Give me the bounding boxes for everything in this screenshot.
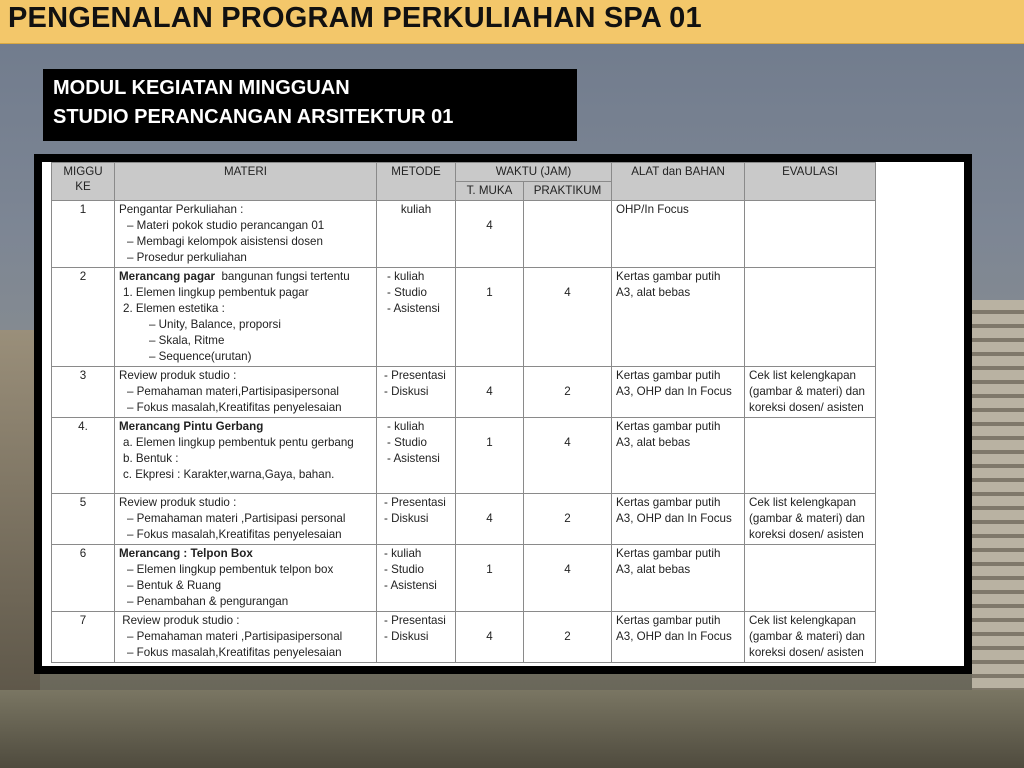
subtitle-line-2: STUDIO PERANCANGAN ARSITEKTUR 01 xyxy=(53,106,454,128)
praktikum-cell xyxy=(524,418,612,494)
week-cell: 5 xyxy=(52,494,115,545)
evaluasi-line: (gambar & materi) dan xyxy=(749,512,865,525)
metode-line: - Diskusi xyxy=(384,630,429,643)
weekly-schedule-table xyxy=(51,162,876,663)
metode-line: - Asistensi xyxy=(384,579,437,592)
metode-cell xyxy=(377,268,456,367)
materi-cell xyxy=(115,367,377,418)
alat-line: Kertas gambar putih xyxy=(616,547,721,560)
week-cell: 1 xyxy=(52,201,115,268)
materi-item: a. Elemen lingkup pembentuk pentu gerbang xyxy=(123,436,354,449)
week-cell: 3 xyxy=(52,367,115,418)
table-row xyxy=(52,494,876,545)
background-building-right xyxy=(972,300,1024,700)
evaluasi-line: (gambar & materi) dan xyxy=(749,630,865,643)
praktikum-value: 2 xyxy=(564,385,571,398)
tmuka-value: 1 xyxy=(486,436,493,449)
praktikum-value: 4 xyxy=(564,436,571,449)
evaluasi-line: Cek list kelengkapan xyxy=(749,496,856,509)
materi-item: – Elemen lingkup pembentuk telpon box xyxy=(127,563,334,576)
header-evaluasi: EVAULASI xyxy=(745,163,876,201)
praktikum-cell xyxy=(524,494,612,545)
alat-cell xyxy=(612,494,745,545)
praktikum-value: 2 xyxy=(564,512,571,525)
alat-line: OHP/In Focus xyxy=(616,203,689,216)
header-metode: METODE xyxy=(377,163,456,201)
materi-title-bold: Merancang pagar xyxy=(119,270,215,283)
tmuka-cell xyxy=(456,201,524,268)
metode-line: - Asistensi xyxy=(387,452,440,465)
header-materi: MATERI xyxy=(115,163,377,201)
evaluasi-line: koreksi dosen/ asisten xyxy=(749,401,864,414)
metode-line: - Studio xyxy=(387,436,427,449)
materi-item: – Fokus masalah,Kreatifitas penyelesaian xyxy=(127,528,342,541)
alat-line: A3, alat bebas xyxy=(616,286,691,299)
materi-title-bold: Merancang : Telpon Box xyxy=(119,547,253,560)
materi-item: 2. Elemen estetika : xyxy=(123,302,225,315)
table-row xyxy=(52,545,876,612)
metode-line: - Presentasi xyxy=(384,369,446,382)
evaluasi-cell xyxy=(745,268,876,367)
alat-line: A3, OHP dan In Focus xyxy=(616,512,732,525)
praktikum-cell xyxy=(524,201,612,268)
metode-line: - kuliah xyxy=(384,547,422,560)
header-waktu: WAKTU (JAM) xyxy=(456,163,612,182)
materi-title: Pengantar Perkuliahan : xyxy=(119,203,244,216)
praktikum-cell xyxy=(524,612,612,663)
alat-cell xyxy=(612,268,745,367)
title-bar xyxy=(0,0,1024,44)
materi-subitem: – Sequence(urutan) xyxy=(149,350,252,363)
praktikum-cell xyxy=(524,268,612,367)
evaluasi-cell xyxy=(745,545,876,612)
metode-line: - Studio xyxy=(387,286,427,299)
praktikum-value: 4 xyxy=(564,563,571,576)
metode-line: - Asistensi xyxy=(387,302,440,315)
tmuka-value: 4 xyxy=(486,219,493,232)
alat-line: A3, OHP dan In Focus xyxy=(616,630,732,643)
metode-line: - Diskusi xyxy=(384,512,429,525)
materi-cell xyxy=(115,268,377,367)
tmuka-value: 1 xyxy=(486,286,493,299)
metode-cell xyxy=(377,201,456,268)
metode-cell xyxy=(377,418,456,494)
materi-title xyxy=(119,546,372,562)
tmuka-cell xyxy=(456,545,524,612)
evaluasi-cell xyxy=(745,494,876,545)
metode-line: - kuliah xyxy=(387,420,425,433)
alat-cell xyxy=(612,612,745,663)
materi-item: – Pemahaman materi ,Partisipasipersonal xyxy=(127,630,343,643)
alat-line: Kertas gambar putih xyxy=(616,420,721,433)
alat-cell xyxy=(612,201,745,268)
materi-cell xyxy=(115,494,377,545)
materi-subitem: – Skala, Ritme xyxy=(149,334,225,347)
alat-line: Kertas gambar putih xyxy=(616,496,721,509)
alat-line: Kertas gambar putih xyxy=(616,614,721,627)
materi-title: Review produk studio : xyxy=(119,614,240,627)
evaluasi-line: Cek list kelengkapan xyxy=(749,369,856,382)
header-minggu: MIGGU KE xyxy=(52,163,115,201)
materi-item: c. Ekpresi : Karakter,warna,Gaya, bahan. xyxy=(123,468,335,481)
header-praktikum: PRAKTIKUM xyxy=(524,182,612,201)
evaluasi-cell xyxy=(745,418,876,494)
tmuka-value: 4 xyxy=(486,512,493,525)
evaluasi-cell xyxy=(745,367,876,418)
praktikum-cell xyxy=(524,367,612,418)
materi-item: – Membagi kelompok aisistensi dosen xyxy=(127,235,323,248)
materi-title: Review produk studio : xyxy=(119,369,237,382)
metode-cell xyxy=(377,612,456,663)
materi-cell xyxy=(115,418,377,494)
table-row xyxy=(52,612,876,663)
evaluasi-cell xyxy=(745,201,876,268)
praktikum-value: 2 xyxy=(564,630,571,643)
materi-item: – Fokus masalah,Kreatifitas penyelesaian xyxy=(127,646,342,659)
materi-title-rest: bangunan fungsi tertentu xyxy=(215,270,350,283)
materi-title-bold: Merancang Pintu Gerbang xyxy=(119,420,264,433)
praktikum-cell xyxy=(524,545,612,612)
materi-item: – Pemahaman materi,Partisipasipersonal xyxy=(127,385,340,398)
metode-line: - Studio xyxy=(384,563,424,576)
materi-item: 1. Elemen lingkup pembentuk pagar xyxy=(123,286,309,299)
materi-cell xyxy=(115,545,377,612)
week-cell: 2 xyxy=(52,268,115,367)
materi-item: – Bentuk & Ruang xyxy=(127,579,222,592)
tmuka-value: 4 xyxy=(486,630,493,643)
metode-line: - Diskusi xyxy=(384,385,429,398)
materi-title: Review produk studio : xyxy=(119,496,237,509)
materi-item: – Fokus masalah,Kreatifitas penyelesaian xyxy=(127,401,342,414)
evaluasi-cell xyxy=(745,612,876,663)
metode-cell xyxy=(377,494,456,545)
tmuka-cell xyxy=(456,268,524,367)
alat-cell xyxy=(612,418,745,494)
evaluasi-line: koreksi dosen/ asisten xyxy=(749,646,864,659)
tmuka-cell xyxy=(456,418,524,494)
page-title: PENGENALAN PROGRAM PERKULIAHAN SPA 01 xyxy=(8,2,702,34)
tmuka-value: 1 xyxy=(486,563,493,576)
evaluasi-line: Cek list kelengkapan xyxy=(749,614,856,627)
alat-line: Kertas gambar putih xyxy=(616,369,721,382)
header-tmuka: T. MUKA xyxy=(456,182,524,201)
materi-title xyxy=(119,419,372,435)
praktikum-value: 4 xyxy=(564,286,571,299)
tmuka-value: 4 xyxy=(486,385,493,398)
table-row xyxy=(52,418,876,494)
materi-item: – Penambahan & pengurangan xyxy=(127,595,289,608)
materi-item: – Prosedur perkuliahan xyxy=(127,251,247,264)
alat-line: A3, OHP dan In Focus xyxy=(616,385,732,398)
week-cell: 7 xyxy=(52,612,115,663)
alat-line: Kertas gambar putih xyxy=(616,270,721,283)
week-cell: 4. xyxy=(52,418,115,494)
materi-item: b. Bentuk : xyxy=(123,452,179,465)
tmuka-cell xyxy=(456,494,524,545)
background-ground xyxy=(0,690,1024,768)
alat-cell xyxy=(612,367,745,418)
tmuka-cell xyxy=(456,612,524,663)
tmuka-cell xyxy=(456,367,524,418)
materi-title xyxy=(119,269,372,285)
alat-cell xyxy=(612,545,745,612)
materi-subitem: – Unity, Balance, proporsi xyxy=(149,318,281,331)
metode-cell xyxy=(377,367,456,418)
alat-line: A3, alat bebas xyxy=(616,436,691,449)
subtitle-line-1: MODUL KEGIATAN MINGGUAN xyxy=(53,77,350,99)
table-row xyxy=(52,268,876,367)
evaluasi-line: koreksi dosen/ asisten xyxy=(749,528,864,541)
alat-line: A3, alat bebas xyxy=(616,563,691,576)
materi-item: – Materi pokok studio perancangan 01 xyxy=(127,219,325,232)
metode-cell xyxy=(377,545,456,612)
materi-item: – Pemahaman materi ,Partisipasi personal xyxy=(127,512,346,525)
evaluasi-line: (gambar & materi) dan xyxy=(749,385,865,398)
metode-line: kuliah xyxy=(400,203,432,216)
materi-cell xyxy=(115,612,377,663)
header-alat: ALAT dan BAHAN xyxy=(612,163,745,201)
materi-cell xyxy=(115,201,377,268)
table-row xyxy=(52,367,876,418)
metode-line: - Presentasi xyxy=(384,496,446,509)
table-row xyxy=(52,201,876,268)
metode-line: - Presentasi xyxy=(384,614,446,627)
subtitle-box xyxy=(43,69,577,141)
week-cell: 6 xyxy=(52,545,115,612)
metode-line: - kuliah xyxy=(387,270,425,283)
